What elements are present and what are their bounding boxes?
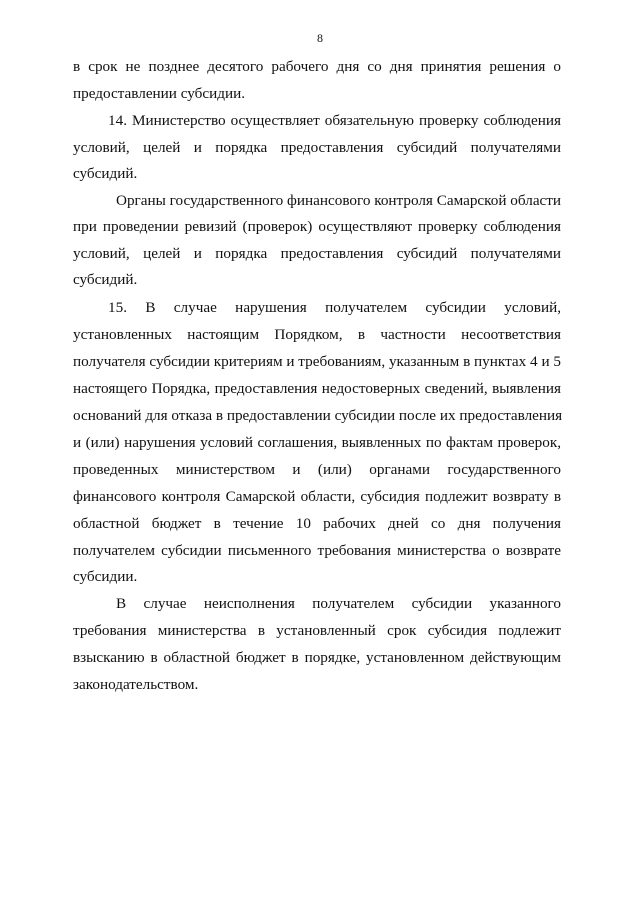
text-line: 15. В случае нарушения получателем субсидии условий, [108, 299, 561, 316]
text-line: в срок не позднее десятого рабочего дня со дня принятия решения о [73, 58, 561, 75]
text-line: областной бюджет в течение 10 рабочих дней со дня получения [73, 515, 561, 532]
text-line: условий, целей и порядка предоставления субсидий получателями [73, 245, 561, 262]
text-line: требования министерства в установленный срок субсидия подлежит [73, 622, 561, 639]
text-line: при проведении ревизий (проверок) осуществляют проверку соблюдения [73, 218, 561, 235]
text-line: установленных настоящим Порядком, в частности несоответствия [73, 326, 561, 343]
text-line: Органы государственного финансового контроля Самарской области [116, 192, 562, 209]
text-line: условий, целей и порядка предоставления субсидий получателями [73, 139, 561, 156]
text-line: В случае неисполнения получателем субсидии указанного [116, 595, 561, 612]
text-line: получателя субсидии критериям и требованиям, указанным в пунктах 4 и 5 [73, 353, 561, 370]
text-line: настоящего Порядка, предоставления недостоверных сведений, выявления [73, 380, 561, 397]
text-line: законодательством. [73, 676, 199, 693]
text-line: проведенных министерством и (или) органами государственного [73, 461, 561, 478]
text-line: и (или) нарушения условий соглашения, выявленных по фактам проверок, [73, 434, 561, 451]
text-line: получателем субсидии письменного требования министерства о возврате [73, 542, 561, 559]
text-line: финансового контроля Самарской области, субсидия подлежит возврату в [73, 488, 561, 505]
text-line: предоставлении субсидии. [73, 85, 246, 102]
text-line: субсидий. [73, 165, 138, 182]
text-line: взысканию в областной бюджет в порядке, установленном действующим [73, 649, 561, 666]
page-number: 8 [317, 31, 323, 45]
text-line: оснований для отказа в предоставлении субсидии после их предоставления [73, 407, 563, 424]
text-line: субсидии. [73, 568, 138, 585]
text-line: 14. Министерство осуществляет обязательную проверку соблюдения [108, 112, 561, 129]
text-line: субсидий. [73, 271, 138, 288]
